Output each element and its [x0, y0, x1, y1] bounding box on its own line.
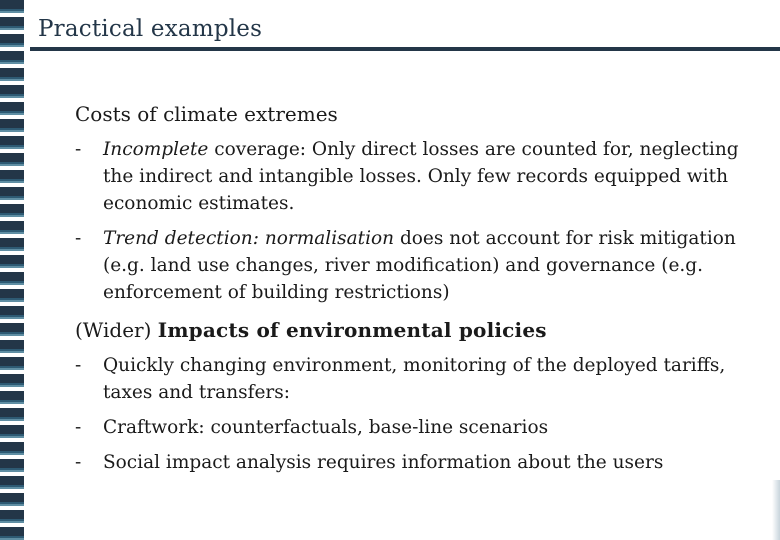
bullet-text: coverage: Only direct losses are counted for, neglecting the indirect and intangible losses. Only few records equipped with economic estimates.: [103, 139, 739, 214]
bullet-text: does not account for risk mitigation (e.g. land use changes, river modification) and governance (e.g. enforcement of building restrictions): [103, 228, 736, 303]
bullet-social-impact: [75, 449, 765, 476]
slide-body: [75, 100, 765, 484]
bullet-text: Social impact analysis requires information about the users: [103, 452, 664, 473]
bullet-text: Quickly changing environment, monitoring of the deployed tariffs, taxes and transfers:: [103, 355, 726, 403]
bullet-craftwork: [75, 414, 765, 441]
section-heading-costs: Costs of climate extremes: [75, 102, 338, 126]
bullet-dash: -: [75, 139, 82, 160]
slide-title: Practical examples: [38, 16, 263, 42]
section-heading-impacts: [75, 316, 765, 344]
heading-prefix: (Wider): [75, 318, 158, 342]
title-underline: [30, 47, 780, 51]
bullet-monitoring: [75, 352, 765, 406]
bullet-dash: -: [75, 452, 82, 473]
bullet-trend-detection: [75, 225, 765, 306]
bullet-lead-italic: Incomplete: [103, 139, 209, 160]
bullet-dash: -: [75, 355, 82, 376]
bullet-incomplete-coverage: [75, 136, 765, 217]
bullet-lead-italic: Trend detection: normalisation: [103, 228, 395, 249]
heading-strong: Impacts of environmental policies: [157, 318, 547, 342]
bullet-dash: -: [75, 417, 82, 438]
slide-edge-shadow: [772, 480, 780, 540]
bullet-text: Craftwork: counterfactuals, base-line scenarios: [103, 417, 549, 438]
bullet-dash: -: [75, 228, 82, 249]
decorative-stripe-bar: [0, 0, 24, 540]
